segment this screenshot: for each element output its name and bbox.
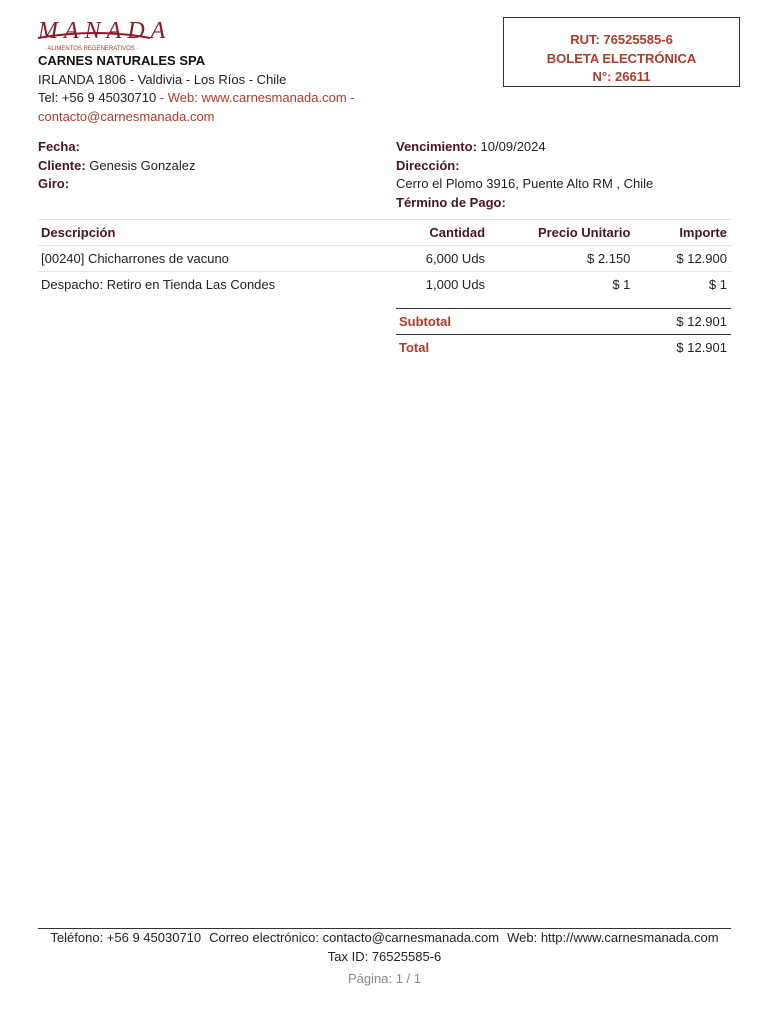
table-header-row: [38, 219, 731, 245]
item-amount: $ 1: [708, 277, 727, 292]
direccion-value: Cerro el Plomo 3916, Puente Alto RM , Chile: [396, 176, 654, 191]
footer-tax-id: Tax ID: 76525585-6: [327, 948, 442, 964]
fecha-label: Fecha:: [38, 139, 80, 154]
subtotal-label: Subtotal: [399, 314, 451, 329]
total-row: [396, 334, 731, 360]
company-name: CARNES NATURALES SPA: [38, 53, 206, 68]
footer-email[interactable]: Correo electrónico: contacto@carnesmanada.com: [209, 930, 500, 945]
page-number: Página: 1 / 1: [348, 971, 421, 986]
table-row: [38, 271, 731, 297]
item-description: Despacho: Retiro en Tienda Las Condes: [41, 277, 276, 292]
page-footer: [38, 928, 731, 989]
item-amount: $ 12.900: [676, 251, 727, 266]
cliente-label: Cliente:: [38, 157, 86, 173]
footer-phone: Teléfono: +56 9 45030710: [50, 930, 202, 945]
vencimiento-value: 10/09/2024: [480, 139, 546, 154]
item-quantity: 1,000 Uds: [425, 277, 486, 292]
table-row: [38, 245, 731, 271]
item-unit-price: $ 1: [612, 277, 631, 292]
rut-label: RUT: 76525585-6: [570, 32, 673, 47]
footer-web[interactable]: Web: http://www.carnesmanada.com: [507, 930, 719, 945]
client-info: [38, 138, 368, 194]
delivery-info: [396, 138, 736, 212]
header-importe: Importe: [679, 225, 727, 240]
company-contact: [38, 89, 378, 126]
company-info: [38, 52, 378, 126]
logo-wordmark: MANADA: [38, 18, 172, 44]
company-address: IRLANDA 1806 - Valdivia - Los Ríos - Chile: [38, 71, 287, 87]
totals-block: [396, 308, 731, 360]
total-label: Total: [399, 340, 430, 355]
company-web[interactable]: - Web: www.carnesmanada.com -: [156, 90, 355, 105]
item-description: [00240] Chicharrones de vacuno: [41, 251, 229, 266]
subtotal-value: $ 12.901: [676, 314, 727, 329]
document-type: BOLETA ELECTRÓNICA: [546, 50, 697, 66]
header-cantidad: Cantidad: [429, 225, 486, 240]
document-header-box: [503, 17, 740, 87]
subtotal-row: [396, 308, 731, 334]
document-number: N°: 26611: [592, 69, 651, 84]
cliente-value: Genesis Gonzalez: [89, 157, 196, 173]
termino-label: Término de Pago:: [396, 194, 506, 210]
company-logo: [36, 14, 172, 56]
direccion-label: Dirección:: [396, 157, 460, 173]
items-table: [38, 219, 731, 297]
footer-contact: [38, 929, 731, 948]
total-value: $ 12.901: [676, 340, 727, 355]
company-tel: Tel: +56 9 45030710: [38, 90, 157, 105]
item-quantity: 6,000 Uds: [425, 251, 486, 266]
company-email[interactable]: contacto@carnesmanada.com: [38, 108, 215, 124]
item-unit-price: $ 2.150: [587, 251, 631, 266]
header-descripcion: Descripción: [41, 225, 116, 240]
giro-label: Giro:: [38, 176, 70, 191]
logo-tagline: · ALIMENTOS REGENERATIVOS ·: [44, 46, 139, 52]
header-precio-unitario: Precio Unitario: [537, 225, 631, 240]
vencimiento-label: Vencimiento:: [396, 139, 477, 154]
